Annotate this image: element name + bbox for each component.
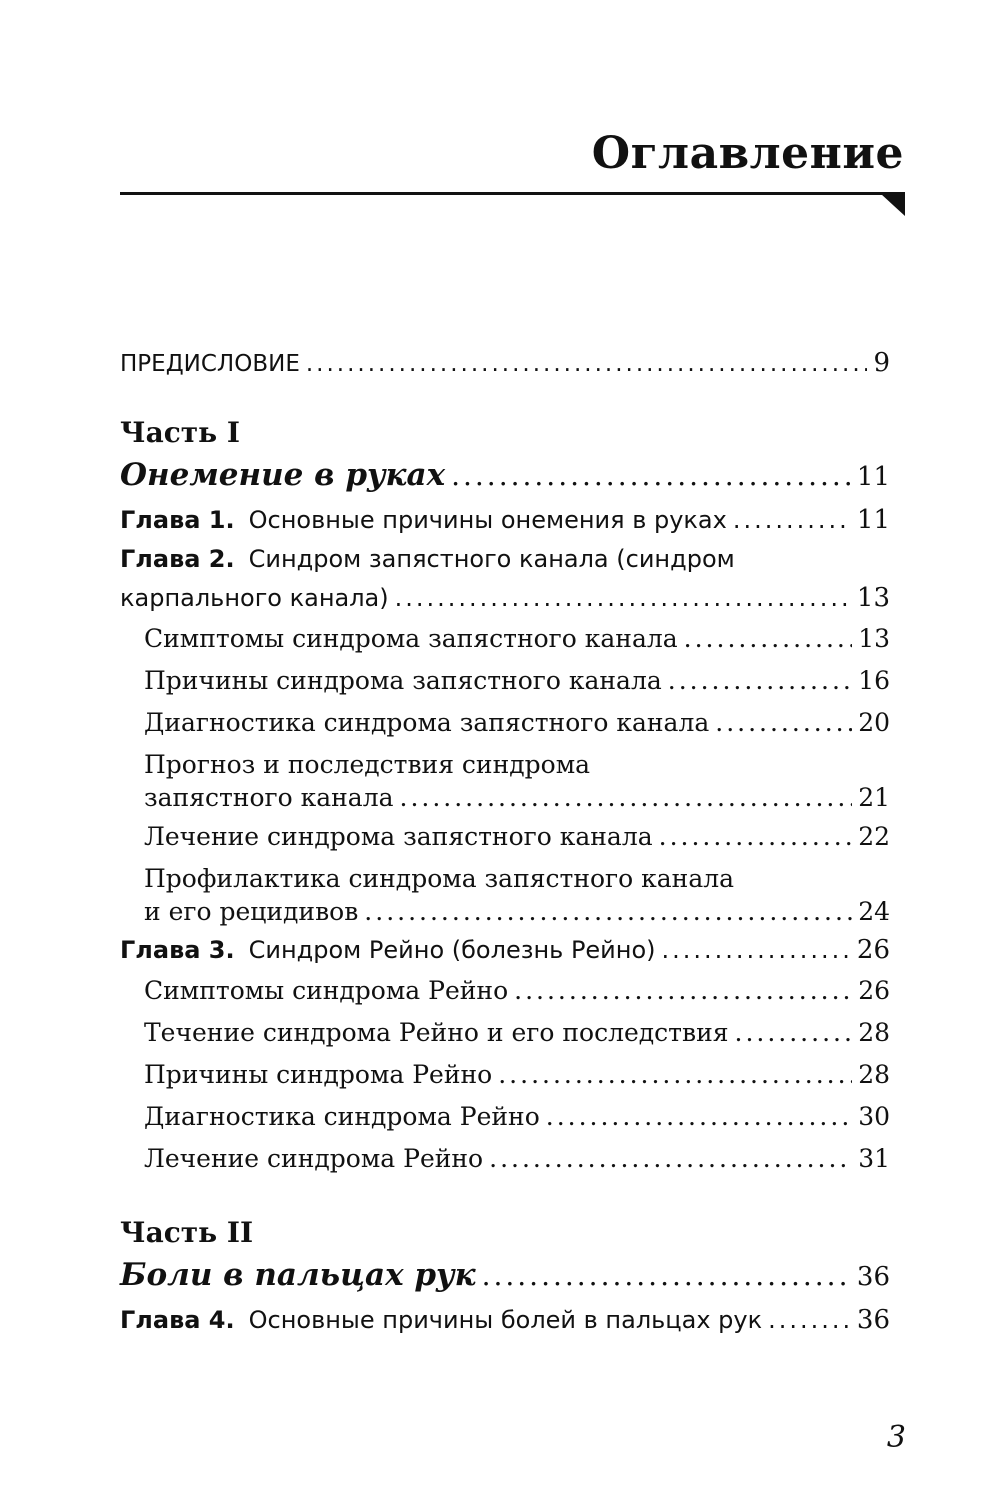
dot-leader (715, 702, 852, 744)
toc-section[interactable] (120, 1096, 890, 1138)
chapter-number: Глава 2. (120, 545, 235, 573)
toc-page-number: 26 (856, 935, 890, 965)
toc-preface[interactable] (120, 348, 890, 378)
toc-chapter-3[interactable] (120, 930, 890, 970)
part-2-label: Часть II (120, 1216, 254, 1249)
toc-section[interactable] (120, 702, 890, 744)
toc-page-number: 11 (856, 462, 890, 492)
toc-page-number: 13 (856, 583, 890, 613)
toc-section[interactable] (120, 660, 890, 702)
dot-leader (546, 1096, 852, 1138)
toc-page-number: 28 (858, 1060, 890, 1089)
part-1-label: Часть I (120, 416, 240, 449)
toc-entry-label: ПРЕДИСЛОВИЕ (120, 351, 300, 377)
toc-chapter-2-head[interactable] (120, 540, 890, 578)
dot-leader (735, 1012, 853, 1054)
section-title: Симптомы синдрома Рейно (144, 976, 509, 1005)
chapter-title: Синдром запястного канала (синдром (248, 545, 735, 573)
toc-page-number: 16 (858, 666, 890, 695)
toc-chapter-2[interactable] (120, 578, 890, 618)
dot-leader (684, 618, 853, 660)
toc-page-number: 9 (873, 348, 890, 378)
dot-leader (668, 660, 852, 702)
toc-section[interactable] (120, 1054, 890, 1096)
section-title: Течение синдрома Рейно и его последствия (144, 1018, 729, 1047)
part-2-title: Боли в пальцах рук (120, 1257, 476, 1293)
chapter-title: Основные причины онемения в руках (248, 506, 727, 534)
toc-page-number: 36 (856, 1305, 890, 1335)
toc-page-number: 36 (856, 1262, 890, 1292)
chapter-title: Синдром Рейно (болезнь Рейно) (248, 936, 656, 964)
chapter-title: Основные причины болей в пальцах рук (248, 1306, 763, 1334)
dot-leader (659, 816, 853, 858)
dot-leader (451, 453, 851, 499)
section-title: Лечение синдрома Рейно (144, 1144, 484, 1173)
dot-leader (395, 578, 851, 618)
toc-page-number: 26 (858, 976, 890, 1005)
dot-leader (489, 1138, 852, 1180)
toc-page-number: 31 (858, 1144, 890, 1173)
toc-chapter-4[interactable] (120, 1300, 890, 1340)
section-title: Симптомы синдрома запястного канала (144, 624, 678, 653)
toc-page-number: 13 (858, 624, 890, 653)
toc-section[interactable] (120, 1012, 890, 1054)
section-title: Лечение синдрома запястного канала (144, 822, 653, 851)
section-title-cont: запястного канала (144, 783, 394, 812)
part-1-title: Онемение в руках (120, 457, 446, 493)
toc-page-number: 21 (858, 783, 890, 812)
page-title: Оглавление (591, 128, 904, 179)
dot-leader (306, 351, 868, 377)
toc-part-1[interactable] (120, 452, 890, 500)
toc-section[interactable] (120, 780, 890, 816)
section-title: Причины синдрома Рейно (144, 1060, 493, 1089)
chapter-number: Глава 4. (120, 1306, 235, 1334)
toc-page-number: 11 (856, 505, 890, 535)
dot-leader (662, 930, 851, 970)
dot-leader (514, 970, 852, 1012)
toc-page-number: 24 (858, 897, 890, 926)
section-title: Причины синдрома запястного канала (144, 666, 662, 695)
title-rule (120, 192, 905, 195)
dot-leader (498, 1054, 852, 1096)
toc-section[interactable] (120, 1138, 890, 1180)
title-rule-tip (881, 194, 905, 216)
dot-leader (364, 894, 852, 930)
toc-chapter-1[interactable] (120, 500, 890, 540)
toc-page-number: 22 (858, 822, 890, 851)
chapter-number: Глава 1. (120, 506, 235, 534)
toc-section[interactable] (120, 894, 890, 930)
chapter-title-cont: карпального канала) (120, 584, 389, 612)
toc-page-number: 28 (858, 1018, 890, 1047)
toc-section[interactable] (120, 618, 890, 660)
dot-leader (482, 1253, 851, 1299)
toc-section[interactable] (120, 970, 890, 1012)
toc-page-number: 20 (858, 708, 890, 737)
chapter-number: Глава 3. (120, 936, 235, 964)
page-number: 3 (886, 1420, 906, 1455)
section-title: Диагностика синдрома запястного канала (144, 708, 710, 737)
toc-page-number: 30 (858, 1102, 890, 1131)
section-title: Диагностика синдрома Рейно (144, 1102, 540, 1131)
toc-part-2[interactable] (120, 1252, 890, 1300)
section-title-cont: и его рецидивов (144, 897, 359, 926)
toc-section-head[interactable]: Прогноз и последствия синдрома (144, 750, 591, 779)
toc-section[interactable] (120, 816, 890, 858)
table-of-contents (120, 348, 890, 1340)
dot-leader (733, 500, 851, 540)
dot-leader (768, 1300, 851, 1340)
toc-section-head[interactable]: Профилактика синдрома запястного канала (144, 864, 735, 893)
dot-leader (400, 780, 853, 816)
